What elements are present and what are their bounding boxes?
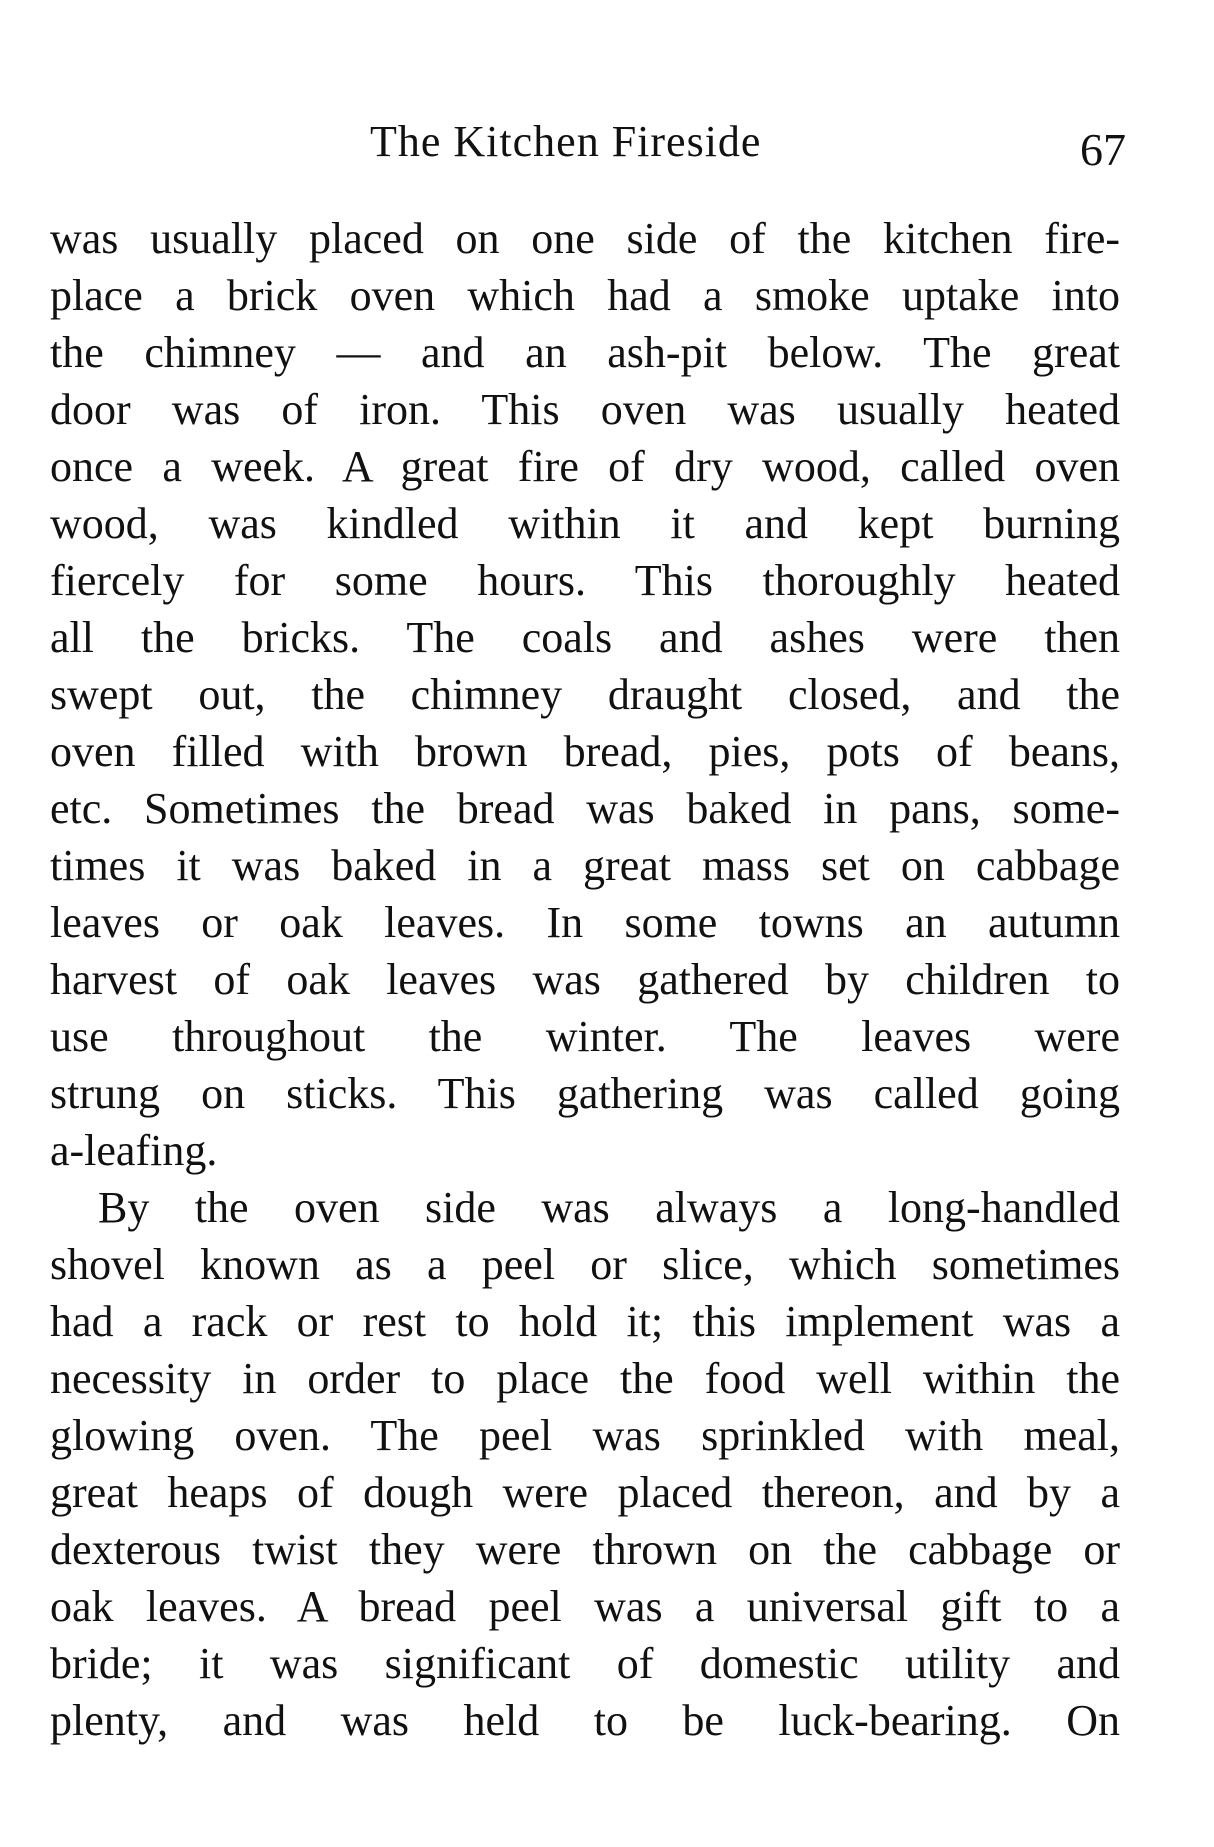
text-line: great heaps of dough were placed thereon, and by a	[50, 1468, 1120, 1517]
body-text	[50, 210, 1120, 1749]
text-line: By the oven side was always a long-handled	[98, 1183, 1120, 1232]
text-line: swept out, the chimney draught closed, and the	[50, 670, 1120, 719]
text-line: leaves or oak leaves. In some towns an autumn	[50, 898, 1120, 947]
text-line: glowing oven. The peel was sprinkled with meal,	[50, 1411, 1120, 1460]
text-line: shovel known as a peel or slice, which sometimes	[50, 1240, 1120, 1289]
text-line: etc. Sometimes the bread was baked in pans, some-	[50, 784, 1120, 833]
paragraph-1	[50, 210, 1120, 1179]
text-line: strung on sticks. This gathering was called going	[50, 1069, 1120, 1118]
text-line: oak leaves. A bread peel was a universal gift to a	[50, 1582, 1120, 1631]
text-line: plenty, and was held to be luck-bearing. On	[50, 1696, 1120, 1745]
text-line: had a rack or rest to hold it; this implement was a	[50, 1297, 1120, 1346]
paragraph-2	[50, 1179, 1120, 1749]
text-line: a-leafing.	[50, 1126, 218, 1175]
text-line: was usually placed on one side of the kitchen fire-	[50, 214, 1120, 263]
text-line: wood, was kindled within it and kept burning	[50, 499, 1120, 548]
text-line: fiercely for some hours. This thoroughly heated	[50, 556, 1120, 605]
text-line: use throughout the winter. The leaves were	[50, 1012, 1120, 1061]
text-line: harvest of oak leaves was gathered by children to	[50, 955, 1120, 1004]
text-line: all the bricks. The coals and ashes were then	[50, 613, 1120, 662]
text-line: place a brick oven which had a smoke uptake into	[50, 271, 1120, 320]
page-number: 67	[1080, 124, 1126, 175]
text-line: bride; it was significant of domestic utility and	[50, 1639, 1120, 1688]
text-line: dexterous twist they were thrown on the cabbage or	[50, 1525, 1120, 1574]
text-line: times it was baked in a great mass set on cabbage	[50, 841, 1120, 890]
text-line: necessity in order to place the food well within the	[50, 1354, 1120, 1403]
running-head	[0, 112, 1214, 175]
text-line: the chimney — and an ash-pit below. The great	[50, 328, 1120, 377]
text-line: once a week. A great fire of dry wood, called oven	[50, 442, 1120, 491]
text-line: door was of iron. This oven was usually heated	[50, 385, 1120, 434]
running-title: The Kitchen Fireside	[370, 117, 762, 166]
text-line: oven filled with brown bread, pies, pots of beans,	[50, 727, 1120, 776]
